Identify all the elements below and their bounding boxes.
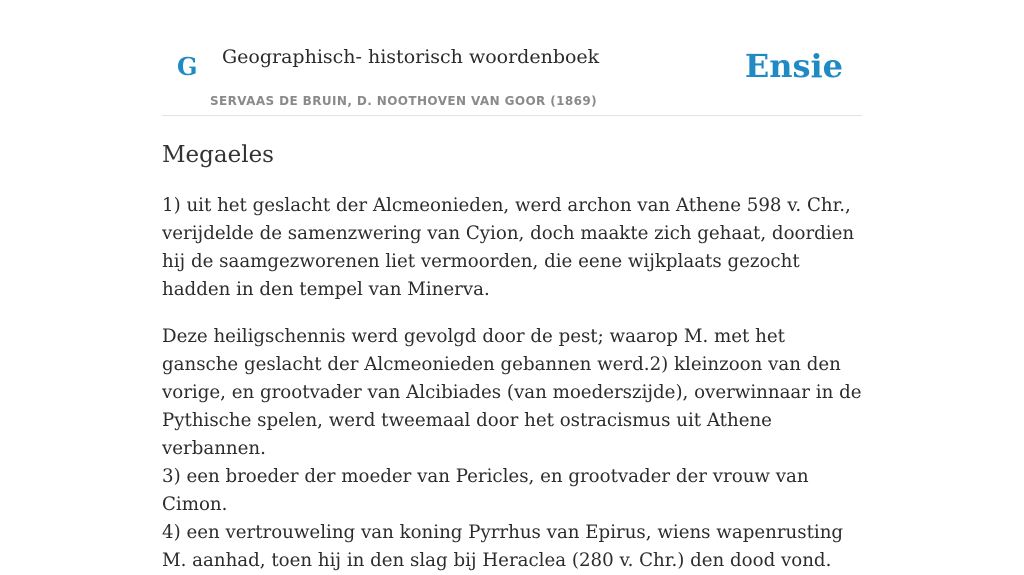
book-authors: SERVAAS DE BRUIN, D. NOOTHOVEN VAN GOOR (1869) <box>210 94 598 108</box>
entry-title: Megaeles <box>162 142 274 168</box>
entry-paragraph: 1) uit het geslacht der Alcmeonieden, werd archon van Athene 598 v. Chr., verijdelde de samenzwering van Cyion, doch maakte zich gehaat, doordien hij de saamgezworenen liet vermoorden, die eene wijkplaats gezocht hadden in den tempel van Minerva. <box>162 194 855 300</box>
entry-paragraph <box>162 323 862 575</box>
entry-content <box>162 192 862 575</box>
article-page <box>162 0 862 575</box>
ensie-logo[interactable]: Ensie <box>744 47 843 85</box>
entry-paragraph-text: Deze heiligschennis werd gevolgd door de pest; waarop M. met het gansche geslacht der Alcmeonieden gebannen werd.2) kleinzoon van den vorige, en grootvader van Alcibiades (van moederszijde), overwinnaar in de Pythische spelen, werd tweemaal door het ostracismus uit Athene verbannen. <box>162 325 862 459</box>
entry-line: 4) een vertrouweling van koning Pyrrhus van Epirus, wiens wapenrusting M. aanhad, toen hij in den slag bij Heraclea (280 v. Chr.) den dood vond. <box>162 521 844 571</box>
book-header <box>162 0 862 116</box>
book-letter-logo[interactable]: G <box>177 52 198 81</box>
entry-line: 3) een broeder der moeder van Pericles, en grootvader der vrouw van Cimon. <box>162 465 809 515</box>
book-title[interactable]: Geographisch- historisch woordenboek <box>222 46 600 68</box>
